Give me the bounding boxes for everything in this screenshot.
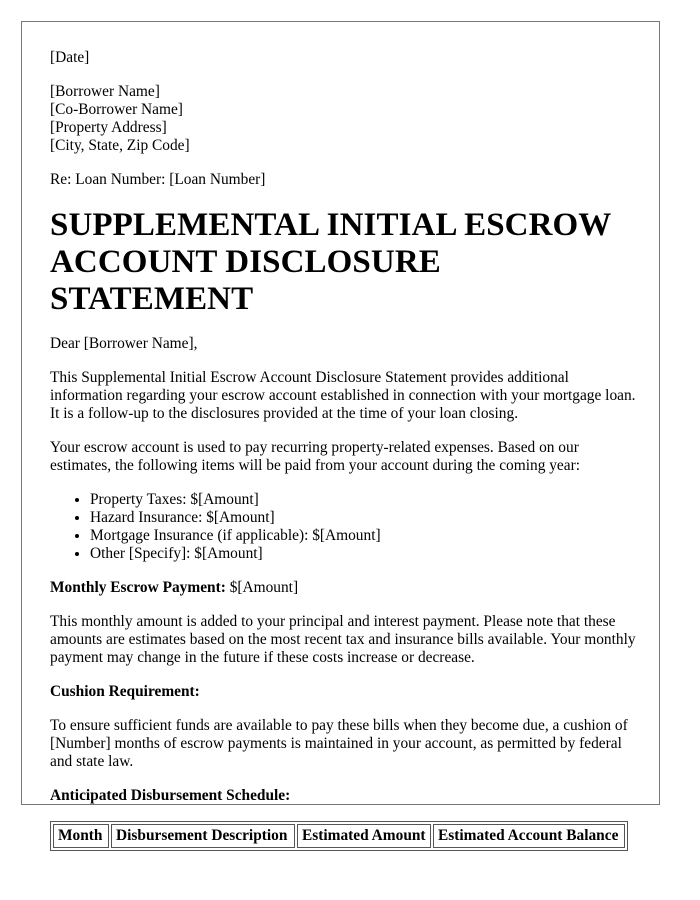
table-header-description: Disbursement Description: [111, 824, 295, 848]
monthly-payment-label: Monthly Escrow Payment:: [50, 579, 226, 596]
address-block: [50, 83, 640, 155]
re-line: Re: Loan Number: [Loan Number]: [50, 171, 266, 188]
monthly-payment-value: $[Amount]: [225, 579, 299, 596]
letter-page: [21, 21, 660, 844]
list-item-property-taxes: • Property Taxes: $[Amount]: [90, 491, 640, 509]
escrow-items-list: [50, 491, 640, 563]
table-header-row: [53, 824, 625, 848]
address-line-property: [Property Address]: [50, 119, 167, 136]
letter-date: [Date]: [50, 49, 90, 66]
address-line-borrower: [Borrower Name]: [50, 83, 160, 100]
table-header-estimated-amount: Estimated Amount: [297, 824, 431, 848]
schedule-heading: Anticipated Disbursement Schedule:: [50, 787, 291, 804]
list-item-other: • Other [Specify]: $[Amount]: [90, 545, 640, 563]
intro-paragraph: This Supplemental Initial Escrow Account Disclosure Statement provides additional information regarding your escrow account established in connection with your mortgage loan. It is a follow-up to the disclosures provided at the time of your loan closing.: [50, 369, 636, 422]
address-line-co-borrower: [Co-Borrower Name]: [50, 101, 183, 118]
list-item-hazard-insurance: • Hazard Insurance: $[Amount]: [90, 509, 640, 527]
monthly-paragraph: This monthly amount is added to your principal and interest payment. Please note that these amounts are estimates based on the most recent tax and insurance bills available. Your monthly payment may change in the future if these costs increase or decrease.: [50, 613, 636, 666]
cushion-heading: Cushion Requirement:: [50, 683, 200, 700]
table-header-month: Month: [53, 824, 109, 848]
cushion-paragraph: To ensure sufficient funds are available to pay these bills when they become due, a cushion of [Number] months of escrow payments is maintained in your account, as permitted by federal and state law.: [50, 717, 628, 770]
document-title: SUPPLEMENTAL INITIAL ESCROW ACCOUNT DISCLOSURE STATEMENT: [50, 207, 611, 317]
monthly-payment-line: [50, 579, 640, 597]
disbursement-schedule-table: [50, 821, 628, 851]
list-item-mortgage-insurance: • Mortgage Insurance (if applicable): $[Amount]: [90, 527, 640, 545]
salutation: Dear [Borrower Name],: [50, 335, 198, 352]
letter-content: [50, 49, 640, 851]
table-header-estimated-balance: Estimated Account Balance: [433, 824, 625, 848]
escrow-paragraph: Your escrow account is used to pay recurring property-related expenses. Based on our estimates, the following items will be paid from your account during the coming year:: [50, 439, 580, 474]
address-line-city-state-zip: [City, State, Zip Code]: [50, 137, 190, 154]
